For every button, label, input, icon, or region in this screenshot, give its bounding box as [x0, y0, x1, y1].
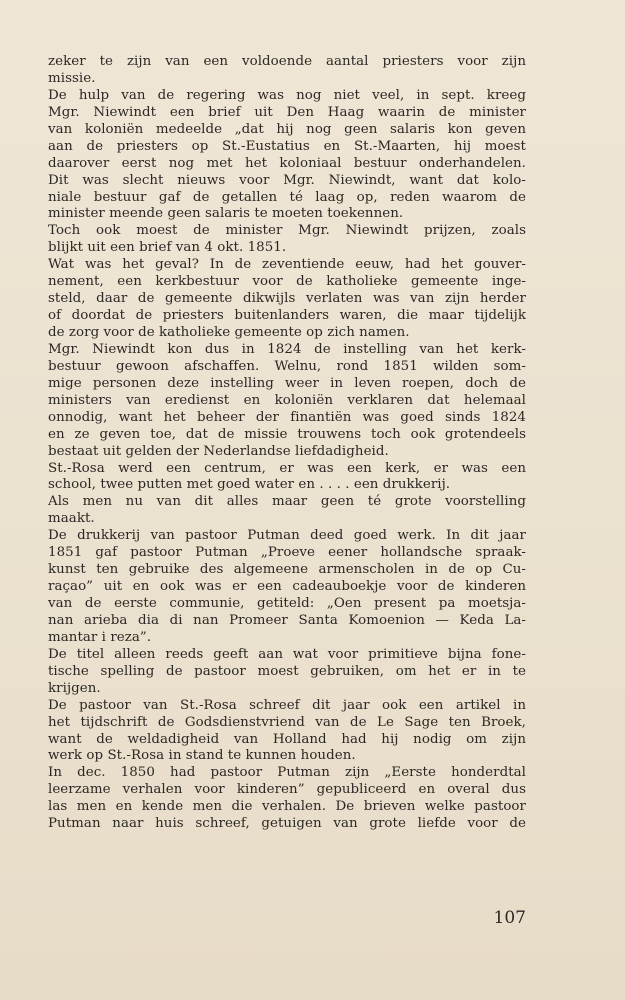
- text-line: daarover eerst nog met het koloniaal bestuur onderhandelen.: [48, 155, 526, 171]
- text-line: Putman naar huis schreef, getuigen van grote liefde voor de: [48, 816, 526, 832]
- text-line: In dec. 1850 had pastoor Putman zijn „Eerste honderdtal: [48, 765, 526, 781]
- text-line: De pastoor van St.-Rosa schreef dit jaar ook een artikel in: [48, 697, 526, 713]
- text-line: De drukkerij van pastoor Putman deed goed werk. In dit jaar: [48, 528, 526, 544]
- text-line: zeker te zijn van een voldoende aantal priesters voor zijn: [48, 54, 526, 69]
- text-line: Als men nu van dit alles maar geen té grote voorstelling: [48, 494, 526, 510]
- text-line: St.-Rosa werd een centrum, er was een kerk, er was een: [48, 460, 526, 476]
- text-line: van de eerste communie, getiteld: „Oen present pa moetsja-: [48, 596, 526, 611]
- text-line: De titel alleen reeds geeft aan wat voor primitieve bijna fone-: [48, 646, 526, 662]
- text-line: leerzame verhalen voor kinderen” gepubliceerd en overal dus: [48, 782, 526, 798]
- text-line: raçao” uit en ook was er een cadeauboekje voor de kinderen: [48, 579, 526, 595]
- text-line: krijgen.: [48, 680, 101, 696]
- text-line: Toch ook moest de minister Mgr. Niewindt prijzen, zoals: [48, 223, 526, 239]
- text-line: ministers van eredienst en koloniën verklaren dat helemaal: [48, 392, 526, 408]
- text-line: tische spelling de pastoor moest gebruiken, om het er in te: [48, 663, 526, 679]
- text-line: de zorg voor de katholieke gemeente op zich namen.: [48, 325, 410, 340]
- text-line: blijkt uit een brief van 4 okt. 1851.: [48, 240, 287, 256]
- text-line: steld, daar de gemeente dikwijls verlaten was van zijn herder: [48, 291, 526, 307]
- text-line: het tijdschrift de Godsdienstvriend van de Le Sage ten Broek,: [48, 714, 526, 730]
- text-line: nan arieba dia di nan Promeer Santa Komoenion — Keda La-: [48, 612, 526, 628]
- text-line: van koloniën medeelde „dat hij nog geen salaris kon geven: [48, 121, 526, 137]
- text-line: Mgr. Niewindt kon dus in 1824 de instelling van het kerk-: [48, 341, 526, 357]
- page-number: 107: [493, 908, 526, 928]
- text-line: 1851 gaf pastoor Putman „Proeve eener hollandsche spraak-: [48, 545, 526, 561]
- text-line: werk op St.-Rosa in stand te kunnen houden.: [48, 748, 356, 764]
- text-line: las men en kende men die verhalen. De brieven welke pastoor: [48, 799, 526, 815]
- text-line: Mgr. Niewindt een brief uit Den Haag waarin de minister: [48, 104, 526, 120]
- text-line: minister meende geen salaris te moeten toekennen.: [48, 206, 404, 222]
- text-line: Dit was slecht nieuws voor Mgr. Niewindt, want dat kolo-: [48, 172, 526, 188]
- text-line: Wat was het geval? In de zeventiende eeuw, had het gouver-: [48, 257, 526, 273]
- text-line: onnodig, want het beheer der finantiën was goed sinds 1824: [48, 409, 526, 425]
- text-line: mantar i reza”.: [48, 629, 152, 645]
- text-line: niale bestuur gaf de getallen té laag op, reden waarom de: [48, 189, 526, 205]
- text-line: of doordat de priesters buitenlanders waren, die maar tijdelijk: [48, 308, 526, 324]
- text-line: maakt.: [48, 511, 95, 527]
- text-line: en ze geven toe, dat de missie trouwens toch ook grotendeels: [48, 426, 526, 442]
- text-line: nement, een kerkbestuur voor de katholieke gemeente inge-: [48, 274, 526, 290]
- text-line: want de weldadigheid van Holland had hij nodig om zijn: [48, 731, 526, 747]
- text-line: mige personen deze instelling weer in leven roepen, doch de: [48, 375, 526, 391]
- text-line: kunst ten gebruike des algemeene armenscholen in de op Cu-: [48, 562, 526, 578]
- text-line: bestuur gewoon afschaffen. Welnu, rond 1851 wilden som-: [48, 358, 526, 374]
- text-line: De hulp van de regering was nog niet veel, in sept. kreeg: [48, 87, 526, 103]
- text-line: missie.: [48, 70, 96, 86]
- text-line: school, twee putten met goed water en . . . . een drukkerij.: [48, 477, 451, 493]
- body-text: [48, 54, 526, 833]
- text-line: aan de priesters op St.-Eustatius en St.-Maarten, hij moest: [48, 138, 526, 154]
- text-line: bestaat uit gelden der Nederlandse liefdadigheid.: [48, 443, 389, 459]
